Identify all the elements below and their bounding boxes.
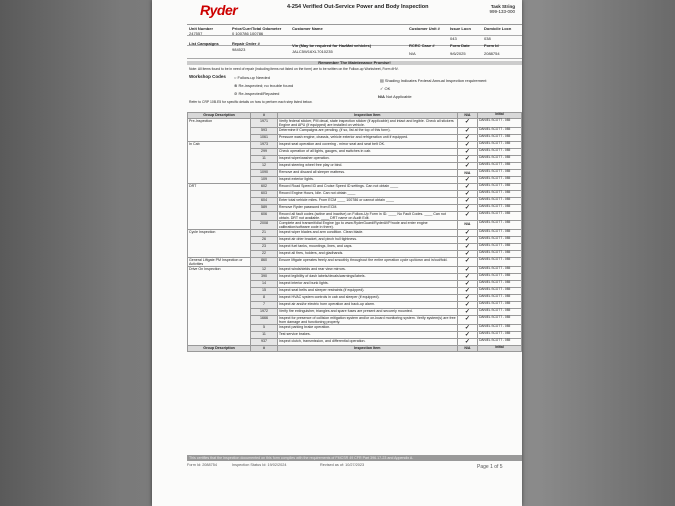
initial-cell: DANIEL SCOTT - 085 (478, 149, 522, 156)
table-footer-row (188, 346, 522, 352)
initial-cell: DANIEL SCOTT - 085 (478, 184, 522, 191)
item-number: 390 (251, 274, 278, 281)
inspection-item: Verify federal sticker, PM decal, state inspection sticker (if applicable) and intact and legible. Check all stickers Engine and APU (if equipped) are installed on vehicle. (277, 119, 457, 128)
legend-na (378, 94, 412, 99)
initial-cell: DANIEL SCOTT - 085 (478, 128, 522, 135)
workshop-code-3: ⊘ Re-inspected/Repaired (234, 91, 280, 96)
status-check: ✓ (457, 212, 477, 221)
table-row (188, 184, 522, 191)
item-number: 604 (251, 198, 278, 205)
item-number: 15 (251, 288, 278, 295)
initial-cell: DANIEL SCOTT - 085 (478, 177, 522, 184)
group-description: Drive On Inspection (188, 267, 251, 346)
initial-cell: DANIEL SCOTT - 085 (478, 281, 522, 288)
status-check: ✓ (457, 332, 477, 339)
item-number: 602 (251, 184, 278, 191)
status-check: N/A (457, 170, 477, 177)
ryder-logo: Ryder (200, 2, 238, 18)
banner-text: Remember The Maintenance Promise! (318, 60, 391, 65)
inspection-item: Verify fire extinguisher, triangles and spare fuses are present and securely mounted. (277, 309, 457, 316)
rcrc-value: N/A (409, 51, 416, 56)
inspection-item: Check operation of all lights, gauges, and switches in cab. (277, 149, 457, 156)
inspection-item: Inspect steering wheel free play or bind. (277, 163, 457, 170)
status-check: ✓ (457, 309, 477, 316)
status-check: ✓ (457, 156, 477, 163)
domicile-value: 038 (484, 36, 491, 41)
inspection-item: Inspect exterior lights. (277, 177, 457, 184)
inspection-item: Pressure wash engine, chassis, vehicle exterior and refrigeration unit if equipped. (277, 135, 457, 142)
item-number: 860 (251, 258, 278, 267)
initial-cell: DANIEL SCOTT - 085 (478, 170, 522, 177)
status-check: ✓ (457, 339, 477, 346)
status-check: ✓ (457, 135, 477, 142)
task-string-code: 999-133-000 (489, 9, 515, 14)
workshop-codes-label: Workshop Codes (189, 74, 226, 79)
group-description: Cycle Inspection (188, 230, 251, 258)
item-number: 8 (251, 295, 278, 302)
initial-cell: DANIEL SCOTT - 085 (478, 267, 522, 274)
unit-number-value: 247557 (189, 31, 203, 36)
status-check: ✓ (457, 119, 477, 128)
status-check: ✓ (457, 288, 477, 295)
inspection-table (187, 112, 522, 352)
initial-cell: DANIEL SCOTT - 085 (478, 274, 522, 281)
status-check: ✓ (457, 142, 477, 149)
item-number: 5 (251, 325, 278, 332)
item-number: 7 (251, 302, 278, 309)
inspection-item: Test service brakes. (277, 332, 457, 339)
item-number: 937 (251, 339, 278, 346)
status-check: ✓ (457, 191, 477, 198)
inspection-item: Record Engine Hours, Idle. Can not obtain ____ (277, 191, 457, 198)
initial-cell: DANIEL SCOTT - 085 (478, 230, 522, 237)
status-check: ✓ (457, 198, 477, 205)
legend-ok-text: OK (384, 86, 391, 91)
odometer-value: 0 100786 100786 (232, 31, 264, 36)
initial-cell: DANIEL SCOTT - 085 (478, 135, 522, 142)
status-check: ✓ (457, 184, 477, 191)
col-inspection-item: Inspection Item (277, 113, 457, 119)
foot-na: N/A (457, 346, 477, 352)
initial-cell: DANIEL SCOTT - 085 (478, 237, 522, 244)
initial-cell: DANIEL SCOTT - 085 (478, 156, 522, 163)
footer-revised: Revised as of: 10/27/2023 (320, 463, 365, 467)
legend-shading: ▤ Shading Indicates Federal Annual Inspection requirement (380, 78, 487, 83)
status-check: ✓ (457, 244, 477, 251)
workshop-code-2: ⊗ Re-inspected; no trouble found (234, 83, 294, 88)
initial-cell: DANIEL SCOTT - 085 (478, 198, 522, 205)
table-row (188, 267, 522, 274)
inspection-item: Inspect wiper blades and arm condition. Clean blade. (277, 230, 457, 237)
status-check: ✓ (457, 267, 477, 274)
note-text: Note: All items found to be in need of repair (including items not listed on the form) are to be written on the Follow-up Worksheet, Form #HV. (189, 67, 399, 71)
item-number: 1090 (251, 170, 278, 177)
status-check: ✓ (457, 251, 477, 258)
inspection-item: Inspect air and/or electric horn operation and back-up alarm. (277, 302, 457, 309)
workshop-code-2-text: Re-inspected; no trouble found (238, 83, 294, 88)
status-check: ✓ (457, 258, 477, 267)
inspection-item: Inspect all fires, holders, and gladhands. (277, 251, 457, 258)
vin-label: Vin (May be required for HazMat vehicles) (292, 43, 372, 48)
table-row (188, 230, 522, 237)
item-number: 26 (251, 237, 278, 244)
inspection-item: Inspect seat operation and covering - mirror seat and seat belt OK. (277, 142, 457, 149)
inspection-item: Complete and transmit/dial Engine (go to www.RyderGuard/RyderAVP/node and enter engine calibration/software code in there). (277, 221, 457, 230)
item-number: 593 (251, 128, 278, 135)
customer-name-label: Customer Name (292, 26, 323, 31)
status-check: ✓ (457, 237, 477, 244)
status-check: ✓ (457, 281, 477, 288)
item-number: 1061 (251, 135, 278, 142)
task-string-label: Task String (490, 4, 515, 9)
group-description: DRT (188, 184, 251, 230)
issue-loc-label: Issue Locn (450, 26, 471, 31)
status-check: ✓ (457, 295, 477, 302)
status-check: ✓ (457, 302, 477, 309)
footer-form-id: Form Id: 2088754 (187, 463, 217, 467)
table-row (188, 258, 522, 267)
initial-cell: DANIEL SCOTT - 085 (478, 295, 522, 302)
item-number: 22 (251, 251, 278, 258)
status-check: ✓ (457, 316, 477, 325)
item-number: 299 (251, 149, 278, 156)
customer-unit-label: Customer Unit # (409, 26, 440, 31)
item-number: 1666 (251, 316, 278, 325)
foot-group-description: Group Description (188, 346, 251, 352)
inspection-item: Inspect HVAC system controls in cab and sleeper (if equipped). (277, 295, 457, 302)
form-date-value: 9/6/2025 (450, 51, 466, 56)
item-number: 12 (251, 267, 278, 274)
legend-ok: ✓ OK (380, 86, 391, 91)
legend-shading-text: Shading Indicates Federal Annual Inspection requirement (384, 78, 487, 83)
repair-order-value: 984523 (232, 47, 246, 52)
inspection-item: Inspect parking brake operation. (277, 325, 457, 332)
inspection-item: Inspect for presence of collision mitigation system and/or on-board monitoring system. Verify system(s) are free from damage and functioning properly. (278, 316, 456, 324)
status-check: N/A (457, 221, 477, 230)
list-campaigns-label: List Campaigns (189, 41, 219, 46)
initial-cell: DANIEL SCOTT - 085 (478, 205, 522, 212)
item-number: 606 (251, 212, 278, 221)
inspection-item: Ensure liftgate operates freely and smoothly throughout the entire operation cycle up/down and in/out/fold. (277, 258, 457, 267)
certification-text: This certifies that the inspection documented on this form complies with the requirements of FMCSR 49 CFR Part 396.17-23 and Appendix A. (189, 456, 414, 460)
status-check: ✓ (457, 149, 477, 156)
initial-cell: DANIEL SCOTT - 085 (478, 316, 522, 325)
inspection-item: Inspect wiper/washer operation. (277, 156, 457, 163)
issue-loc-value: 043 (450, 36, 457, 41)
item-number: 11 (251, 332, 278, 339)
foot-inspection-item: Inspection Item (277, 346, 457, 352)
initial-cell: DANIEL SCOTT - 085 (478, 339, 522, 346)
status-check: ✓ (457, 325, 477, 332)
domicile-label: Domicile Locn (484, 26, 512, 31)
initial-cell: DANIEL SCOTT - 085 (478, 142, 522, 149)
col-number: # (251, 113, 278, 119)
item-number: 14 (251, 281, 278, 288)
item-number: 589 (251, 205, 278, 212)
group-description: In Cab (188, 142, 251, 184)
odometer-label: Prior/Curr/Total Odometer (232, 26, 282, 31)
initial-cell: DANIEL SCOTT - 085 (478, 332, 522, 339)
certification-bar (187, 455, 522, 461)
form-title: 4-254 Verified Out-Service Power and Body Inspection (287, 4, 429, 10)
inspection-item: Record all fault codes (active and inactive) on Follow-Up Form in ID. ____ No Fault Codes. ____ Can not obtain. DRT not available. ____ DRT name on Audit Edit. (277, 212, 457, 221)
initial-cell: DANIEL SCOTT - 085 (478, 258, 522, 267)
item-number: 2008 (251, 221, 278, 230)
inspection-item: Enter total vehicle miles. From ECM ____ 100786 or cannot obtain ____ (277, 198, 457, 205)
item-number: 21 (251, 230, 278, 237)
col-initial: Initial (478, 113, 522, 119)
unit-number-label: Unit Number (189, 26, 213, 31)
status-check: ✓ (457, 163, 477, 170)
inspection-form-sheet (152, 0, 522, 506)
item-number: 603 (251, 191, 278, 198)
status-check: ✓ (457, 128, 477, 135)
initial-cell: DANIEL SCOTT - 085 (478, 119, 522, 128)
table-row (188, 119, 522, 128)
status-check: ✓ (457, 205, 477, 212)
inspection-item: Inspect clutch, transmission, and differential operation. (277, 339, 457, 346)
refer-text: Refer to CRP 10B.E5 for specific details on how to perform each step listed below. (189, 100, 313, 104)
vin-value: JALC5W16XL7010235 (292, 49, 333, 54)
status-check: ✓ (457, 177, 477, 184)
inspection-item: Inspect seat belts and sleeper restraints (if equipped). (277, 288, 457, 295)
legend-na-code: N/A (378, 94, 385, 99)
footer-page: Page 1 of 5 (477, 464, 503, 470)
item-number: 1973 (251, 142, 278, 149)
workshop-code-1-text: Follow-up Needed (237, 75, 270, 80)
inspection-item: Inspect legibility of dash labels/decals/warnings/labels. (277, 274, 457, 281)
item-number: 12 (251, 163, 278, 170)
table-row (188, 142, 522, 149)
initial-cell: DANIEL SCOTT - 085 (478, 163, 522, 170)
col-group-description: Group Description (188, 113, 251, 119)
inspection-item: Determine if Campaigns are pending. (if so, list at the top of this form). (277, 128, 457, 135)
inspection-item: Record Road Speed ID and Cruise Speed ID settings. Can not obtain ____ (277, 184, 457, 191)
form-id-label: Form Id (484, 43, 499, 48)
workshop-code-1: ○ Follow-up Needed (234, 75, 270, 80)
item-number: 1972 (251, 309, 278, 316)
workshop-code-3-text: Re-inspected/Repaired (238, 91, 280, 96)
inspection-item: Remove and discard all sleeper mattress. (277, 170, 457, 177)
legend-na-text: Not Applicable (386, 94, 412, 99)
inspection-item: Inspect air drier bracket, and pinch hull tightness. (277, 237, 457, 244)
item-number: 23 (251, 244, 278, 251)
initial-cell: DANIEL SCOTT - 085 (478, 251, 522, 258)
initial-cell: DANIEL SCOTT - 085 (478, 244, 522, 251)
item-number: 11 (251, 156, 278, 163)
item-number: 1971 (251, 119, 278, 128)
initial-cell: DANIEL SCOTT - 085 (478, 191, 522, 198)
initial-cell: DANIEL SCOTT - 085 (478, 309, 522, 316)
form-date-label: Form Date (450, 43, 470, 48)
repair-order-label: Repair Order # (232, 41, 260, 46)
status-check: ✓ (457, 274, 477, 281)
inspection-item: Inspect windshields and rear view mirrors. (277, 267, 457, 274)
initial-cell: DANIEL SCOTT - 085 (478, 212, 522, 221)
status-check: ✓ (457, 230, 477, 237)
footer-status: Inspection Status Id: 19/02/2024 (232, 463, 287, 467)
col-na: N/A (457, 113, 477, 119)
initial-cell: DANIEL SCOTT - 085 (478, 325, 522, 332)
item-number: 109 (251, 177, 278, 184)
form-id-value: 2088754 (484, 51, 500, 56)
rcrc-label: RCRC Case # (409, 43, 435, 48)
inspection-item: Inspect interior and bunk lights. (277, 281, 457, 288)
initial-cell: DANIEL SCOTT - 085 (478, 221, 522, 230)
initial-cell: DANIEL SCOTT - 085 (478, 288, 522, 295)
group-description: General Liftgate PM Inspection or Activities (188, 258, 251, 267)
foot-initial: Initial (478, 346, 522, 352)
foot-number: # (251, 346, 278, 352)
group-description: Pre-Inspection (188, 119, 251, 142)
inspection-item: Inspect fuel tanks, mountings, lines, and caps. (277, 244, 457, 251)
initial-cell: DANIEL SCOTT - 085 (478, 302, 522, 309)
inspection-item: Remove Ryder password from ECM. (277, 205, 457, 212)
maintenance-banner (187, 61, 522, 65)
